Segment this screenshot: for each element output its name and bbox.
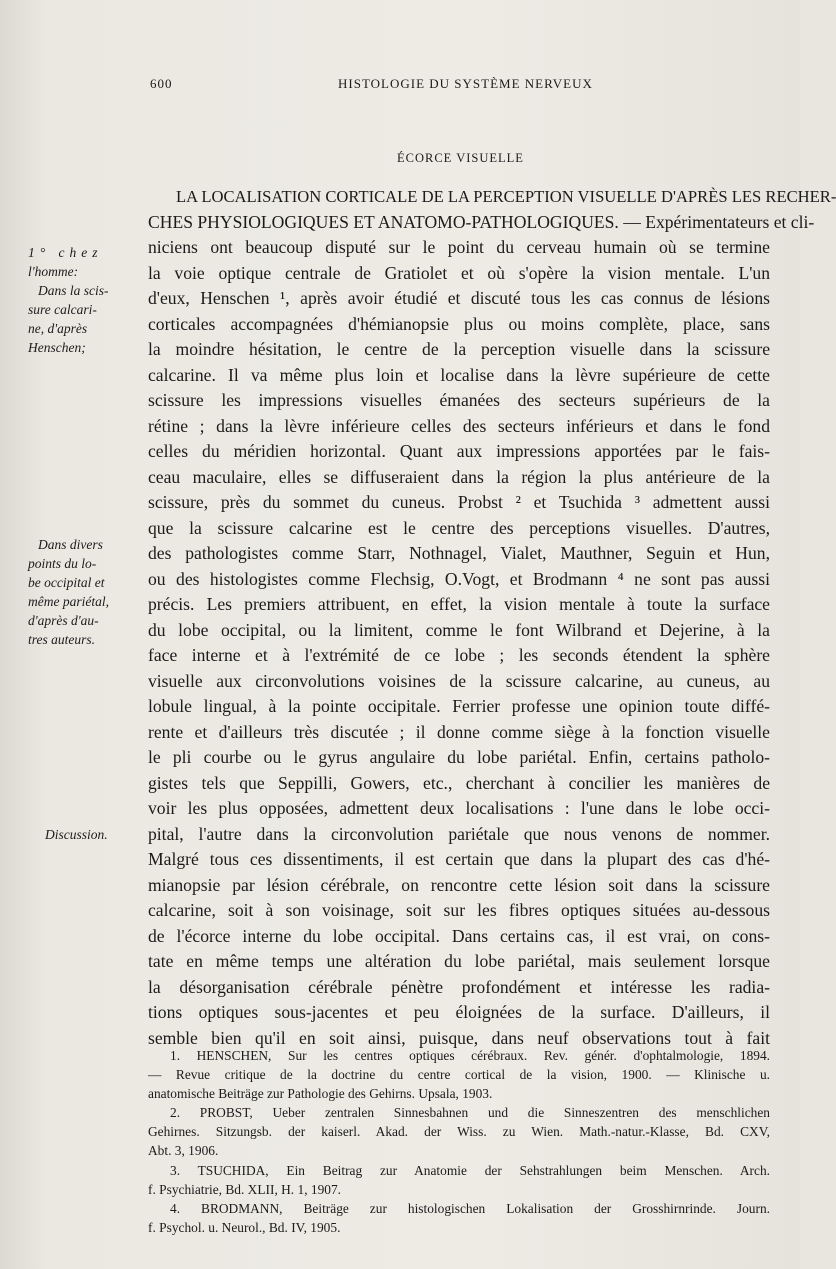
footnote-line: 1. HENSCHEN, Sur les centres optiques cérébraux. Rev. génér. d'ophtalmologie, 1894. [170,1048,770,1063]
footnote-line: Gehirnes. Sitzungsb. der kaiserl. Akad. der Wiss. zu Wien. Math.-natur.-Klasse, Bd. CXV, [148,1124,770,1140]
body-line: semble bien qu'il en soit ainsi, puisque, dans neuf observations tout à fait [148,1027,770,1048]
footnote-line: Abt. 3, 1906. [148,1143,219,1159]
margin-note-discussion [45,825,145,844]
body-line: ou des histologistes comme Flechsig, O.Vogt, et Brodmann ⁴ ne sont pas aussi [148,568,770,589]
body-line: mianopsie par lésion cérébrale, on rencontre cette lésion soit dans la scissure [148,874,770,895]
margin-note-line: ne, d'après [28,321,88,336]
body-line: pital, l'autre dans la circonvolution pariétale que nous venons de nommer. [148,823,770,844]
margin-note-other-authors [28,535,128,649]
body-line: gistes tels que Seppilli, Gowers, etc., cherchant à concilier les manières de [148,772,770,793]
body-line: précis. Les premiers attribuent, en effet, la vision mentale à toute la surface [148,594,770,614]
footnote-line: 2. PROBST, Ueber zentralen Sinnesbahnen und die Sinneszentren des menschlichen [170,1105,770,1121]
margin-note-line: Dans la scis- [38,283,109,298]
body-line: le pli courbe ou le gyrus angulaire du lobe pariétal. Enfin, certains patholo- [148,747,770,767]
body-line: voir les plus opposées, admettent deux localisations : l'une dans le lobe occi- [148,798,770,818]
body-line: Malgré tous ces dissentiments, il est certain que dans la plupart des cas d'hé- [148,849,770,869]
body-line: lobule lingual, à la pointe occipitale. Ferrier professe une opinion toute diffé- [148,696,770,716]
body-line: scissure les impressions visuelles émanées des secteurs supérieurs de la [148,390,770,410]
body-line: corticales accompagnées d'hémianopsie plus ou moins complète, place, sans [148,313,770,334]
margin-note-line: l'homme: [28,264,79,279]
body-line: la moindre hésitation, le centre de la perception visuelle dans la scissure [148,339,770,359]
body-line: face interne et à l'extrémité de ce lobe ; les seconds étendent la sphère [148,645,770,665]
body-text [148,184,836,1051]
body-line: calcarine, soit à son voisinage, soit sur les fibres optiques situées au-dessous [148,900,770,920]
body-line: LA LOCALISATION CORTICALE DE LA PERCEPTION VISUELLE D'APRÈS LES RECHER- [176,187,836,206]
body-line: calcarine. Il va même plus loin et localise dans la lèvre supérieure de cette [148,364,770,385]
margin-note-line: Dans divers [38,537,103,552]
body-line: tate en même temps une altération du lobe pariétal, mais seulement lorsque [148,951,770,971]
body-line: ceau maculaire, elles se diffuseraient dans la région la plus antérieure de la [148,466,770,487]
footnote-line: anatomische Beiträge zur Pathologie des Gehirns. Upsala, 1903. [148,1086,493,1102]
running-header [0,76,800,96]
margin-note-line: Discussion. [45,827,108,842]
margin-note-line: même pariétal, [28,594,109,609]
footnote-line: 4. BRODMANN, Beiträge zur histologischen Lokalisation der Grosshirnrinde. Journ. [170,1200,770,1216]
body-line: que la scissure calcarine est le centre des perceptions visuelles. D'autres, [148,517,770,538]
margin-note-line: tres auteurs. [28,632,95,647]
margin-note-line: Henschen; [28,340,86,355]
body-line: visuelle aux circonvolutions voisines de la scissure calcarine, au cuneus, au [148,670,770,691]
running-title: HISTOLOGIE DU SYSTÈME NERVEUX [338,76,593,91]
body-line: la voie optique centrale de Gratiolet et où s'opère la vision mentale. L'un [148,262,770,283]
body-line: niciens ont beaucoup disputé sur le point du cerveau humain où se termine [148,237,770,257]
footnotes [148,1046,770,1237]
footnote-line: — Revue critique de la doctrine du centre cortical de la vision, 1900. — Klinische u. [148,1067,770,1083]
body-line: d'eux, Henschen ¹, après avoir étudié et discuté tous les cas connus de lésions [148,288,770,308]
margin-note-line: 1° chez [28,245,103,260]
body-line: la désorganisation cérébrale pénètre profondément et intéresse les radia- [148,976,770,997]
body-line: CHES PHYSIOLOGIQUES ET ANATOMO-PATHOLOGIQUES. — Expérimentateurs et cli- [148,211,815,232]
body-line: rétine ; dans la lèvre inférieure celles des secteurs inférieurs et dans le fond [148,415,770,436]
margin-note-line: be occipital et [28,575,105,590]
body-line: rente et d'ailleurs très discutée ; il donne comme siège à la fonction visuelle [148,721,770,742]
page-number: 600 [150,76,173,91]
body-line: tions optiques sous-jacentes et peu éloignées de la surface. D'ailleurs, il [148,1002,770,1022]
section-title: ÉCORCE VISUELLE [397,151,524,165]
body-line: celles du méridien horizontal. Quant aux impressions apportées par le fais- [148,441,770,461]
margin-note-line: d'après d'au- [28,613,99,628]
footnote-line: f. Psychiatrie, Bd. XLII, H. 1, 1907. [148,1181,342,1197]
body-line: de l'écorce interne du lobe occipital. Dans certains cas, il est vrai, on cons- [148,925,770,946]
footnote-line: f. Psychol. u. Neurol., Bd. IV, 1905. [148,1219,341,1235]
margin-note-line: sure calcari- [28,302,97,317]
margin-note-henschen [28,243,128,357]
body-line: scissure, près du sommet du cuneus. Probst ² et Tsuchida ³ admettent aussi [148,492,770,512]
footnote-line: 3. TSUCHIDA, Ein Beitrag zur Anatomie der Sehstrahlungen beim Menschen. Arch. [170,1162,770,1178]
body-line: des pathologistes comme Starr, Nothnagel, Vialet, Mauthner, Seguin et Hun, [148,543,770,563]
body-line: du lobe occipital, ou la limitent, comme le font Wilbrand et Dejerine, à la [148,619,770,640]
margin-note-line: points du lo- [28,556,97,571]
